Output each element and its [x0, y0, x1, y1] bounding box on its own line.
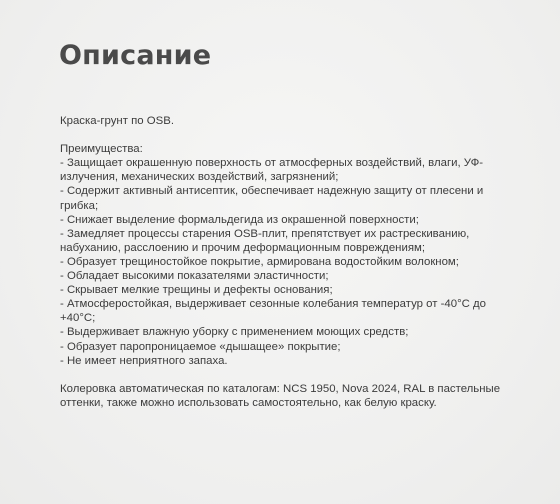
tinting-text: Колеровка автоматическая по каталогам: NCS 1950, Nova 2024, RAL в пастельные оттенки, также можно использовать самостоятельно, как белую краску.: [60, 382, 501, 409]
benefit-item: - Содержит активный антисептик, обеспечивает надежную защиту от плесени и грибка;: [60, 185, 484, 212]
benefit-item: - Выдерживает влажную уборку с применением моющих средств;: [60, 326, 409, 339]
benefit-item: - Образует паропроницаемое «дышащее» покрытие;: [60, 340, 341, 353]
spacer: [60, 128, 508, 142]
benefit-item: - Замедляет процессы старения OSB-плит, препятствует их растрескиванию, набуханию, расслоению и прочим деформационным повреждениям;: [60, 227, 470, 254]
benefit-item: - Скрывает мелкие трещины и дефекты основания;: [60, 284, 333, 297]
benefits-list: [60, 156, 508, 367]
benefit-item: - Снижает выделение формальдегида из окрашенной поверхности;: [60, 213, 419, 226]
intro-text: Краска-грунт по OSB.: [60, 115, 174, 127]
benefit-item: - Не имеет неприятного запаха.: [60, 354, 228, 367]
benefits-heading: Преимущества:: [60, 143, 143, 156]
benefit-item: - Образует трещиностойкое покрытие, армирована водостойким волокном;: [60, 255, 459, 268]
benefit-item: - Защищает окрашенную поверхность от атмосферных воздействий, влаги, УФ-излучения, механических воздействий, загрязнений;: [60, 157, 484, 184]
benefit-item: - Обладает высокими показателями эластичности;: [60, 270, 329, 283]
spacer: [60, 368, 508, 382]
description-body: [60, 114, 508, 410]
page-title: Описание: [59, 40, 212, 71]
benefit-item: - Атмосферостойкая, выдерживает сезонные колебания температур от -40°С до +40°С;: [60, 298, 486, 325]
